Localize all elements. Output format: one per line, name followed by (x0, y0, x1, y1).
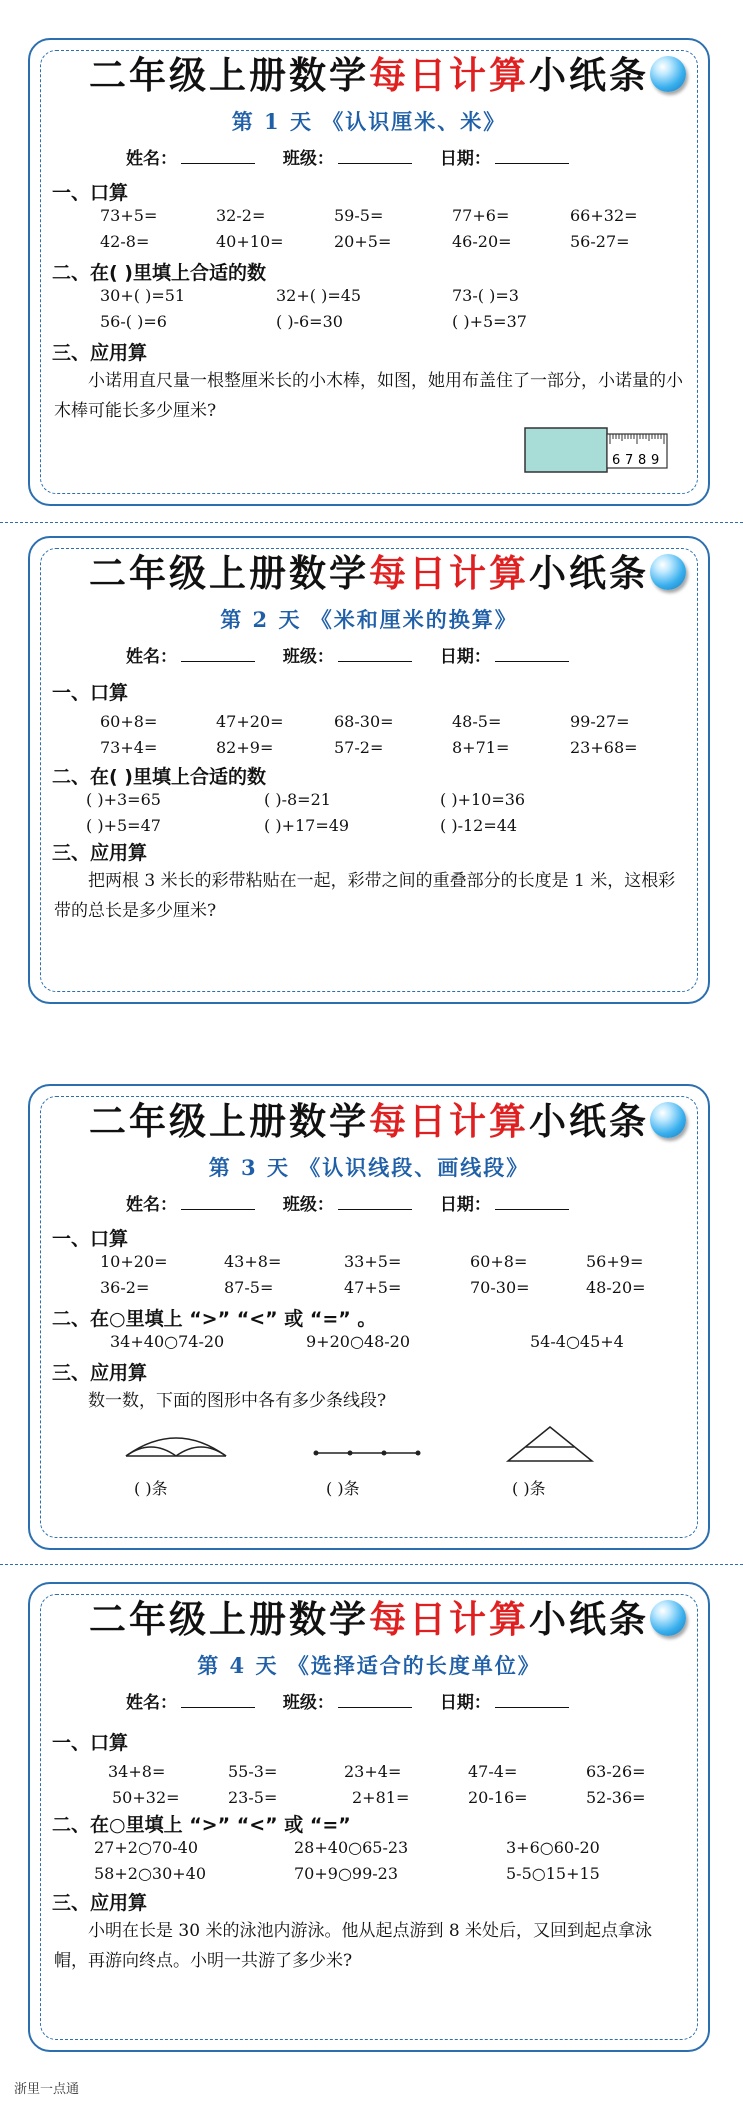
day-subtitle: 第 2 天 《米和厘米的换算》 (220, 607, 518, 632)
student-info: 姓名： 班级： 日期： (126, 1190, 591, 1215)
student-info: 姓名： 班级： 日期： (126, 1688, 591, 1713)
day-subtitle: 第 4 天 《选择适合的长度单位》 (197, 1653, 541, 1678)
ruler-number: 6 (612, 453, 621, 468)
worksheet-title: 二年级上册数学每日计算小纸条 (89, 1598, 649, 1641)
student-info: 姓名： 班级： 日期： (126, 144, 591, 169)
section-compare: 二、在○里填上 “>” “<” 或 “=” 。 (52, 1308, 377, 1330)
date-field[interactable] (495, 1693, 569, 1708)
class-field[interactable] (338, 1195, 412, 1210)
day-subtitle: 第 3 天 《认识线段、画线段》 (208, 1155, 530, 1180)
ball-icon (650, 1600, 686, 1636)
section-application: 三、应用算 (52, 1362, 148, 1384)
date-field[interactable] (495, 647, 569, 662)
divider (0, 522, 743, 523)
word-problem: 小明在长是 30 米的泳池内游泳。他从起点游到 8 米处后，又回到起点拿泳帽，再游向终点。小明一共游了多少米? (54, 1921, 653, 1971)
ruler-figure (524, 424, 670, 474)
worksheet-card-day1: 二年级上册数学每日计算小纸条 第 1 天 《认识厘米、米》 姓名： 班级： 日期： 一、口算 73+5= 32-2= 59-5= 77+6= 66+32= 42-8= 40+10= 20+5= 46-20= 56-27= 二、在( )里填上合适的数 30+( )=51 32+( )=45 73-( )=3 56-( )=6 ( )-6=30 ( )+5=37 三、应用算 小诺用直尺量一根整厘米长的小木棒，如图，她用布盖住了一部分，小诺量的小木棒可能长多少厘米? 6 7 8 9 (28, 38, 710, 506)
section-oral: 一、口算 (52, 182, 129, 204)
date-field[interactable] (495, 149, 569, 164)
answer-blank[interactable]: ( )条 (512, 1479, 546, 1498)
section-application: 三、应用算 (52, 342, 148, 364)
section-oral: 一、口算 (52, 682, 129, 704)
section-fill: 二、在( )里填上合适的数 (52, 766, 266, 788)
answer-blank[interactable]: ( )条 (326, 1479, 360, 1498)
class-field[interactable] (338, 647, 412, 662)
footer-watermark: 浙里一点通 (14, 2082, 80, 2097)
word-problem: 把两根 3 米长的彩带粘贴在一起，彩带之间的重叠部分的长度是 1 米，这根彩带的总长是多少厘米? (54, 871, 676, 921)
segment-figure (312, 1446, 422, 1460)
name-field[interactable] (181, 1693, 255, 1708)
section-fill: 二、在( )里填上合适的数 (52, 262, 266, 284)
ruler-number: 8 (638, 453, 647, 468)
divider (0, 1564, 743, 1565)
triangle-figure (504, 1424, 596, 1464)
class-field[interactable] (338, 1693, 412, 1708)
worksheet-title: 二年级上册数学每日计算小纸条 (89, 552, 649, 595)
name-field[interactable] (181, 647, 255, 662)
ball-icon (650, 554, 686, 590)
worksheet-card-day3: 二年级上册数学每日计算小纸条 第 3 天 《认识线段、画线段》 姓名： 班级： 日期： 一、口算 10+20= 43+8= 33+5= 60+8= 56+9= 36-2= 87-5= 47+5= 70-30= 48-20= 二、在○里填上 “>” “<” 或 “=” 。 34+40○74-20 9+20○48-20 54-4○45+4 三、应用算 数一数，下面的图形中各有多少条线段? ( )条 ( )条 ( )条 (28, 1084, 710, 1550)
date-field[interactable] (495, 1195, 569, 1210)
word-problem: 小诺用直尺量一根整厘米长的小木棒，如图，她用布盖住了一部分，小诺量的小木棒可能长多少厘米? (54, 371, 683, 421)
ball-icon (650, 1102, 686, 1138)
ruler-number: 9 (651, 453, 660, 468)
student-info: 姓名： 班级： 日期： (126, 642, 591, 667)
section-compare: 二、在○里填上 “>” “<” 或 “=” (52, 1814, 351, 1836)
answer-blank[interactable]: ( )条 (134, 1479, 168, 1498)
ball-icon (650, 56, 686, 92)
word-problem: 数一数，下面的图形中各有多少条线段? (88, 1391, 387, 1411)
section-application: 三、应用算 (52, 842, 148, 864)
worksheet-title: 二年级上册数学每日计算小纸条 (89, 1100, 649, 1143)
section-oral: 一、口算 (52, 1228, 129, 1250)
ruler-number: 7 (625, 453, 634, 468)
name-field[interactable] (181, 1195, 255, 1210)
section-oral: 一、口算 (52, 1732, 129, 1754)
class-field[interactable] (338, 149, 412, 164)
arc-figure (122, 1426, 230, 1462)
worksheet-title: 二年级上册数学每日计算小纸条 (89, 54, 649, 97)
name-field[interactable] (181, 149, 255, 164)
worksheet-card-day2: 二年级上册数学每日计算小纸条 第 2 天 《米和厘米的换算》 姓名： 班级： 日期： 一、口算 60+8= 47+20= 68-30= 48-5= 99-27= 73+4= 82+9= 57-2= 8+71= 23+68= 二、在( )里填上合适的数 ( )+3=65 ( )-8=21 ( )+10=36 ( )+5=47 ( )+17=49 ( )-12=44 三、应用算 把两根 3 米长的彩带粘贴在一起，彩带之间的重叠部分的长度是 1 米，这根彩带的总长是多少厘米? (28, 536, 710, 1004)
section-application: 三、应用算 (52, 1892, 148, 1914)
day-subtitle: 第 1 天 《认识厘米、米》 (231, 109, 507, 134)
cloth-cover (525, 428, 607, 472)
worksheet-card-day4: 二年级上册数学每日计算小纸条 第 4 天 《选择适合的长度单位》 姓名： 班级： 日期： 一、口算 34+8= 55-3= 23+4= 47-4= 63-26= 50+32= 23-5= 2+81= 20-16= 52-36= 二、在○里填上 “>” “<” 或 “=” 27+2○70-40 28+40○65-23 3+6○60-20 58+2○30+40 70+9○99-23 5-5○15+15 三、应用算 小明在长是 30 米的泳池内游泳。他从起点游到 8 米处后，又回到起点拿泳帽，再游向终点。小明一共游了多少米? (28, 1582, 710, 2052)
